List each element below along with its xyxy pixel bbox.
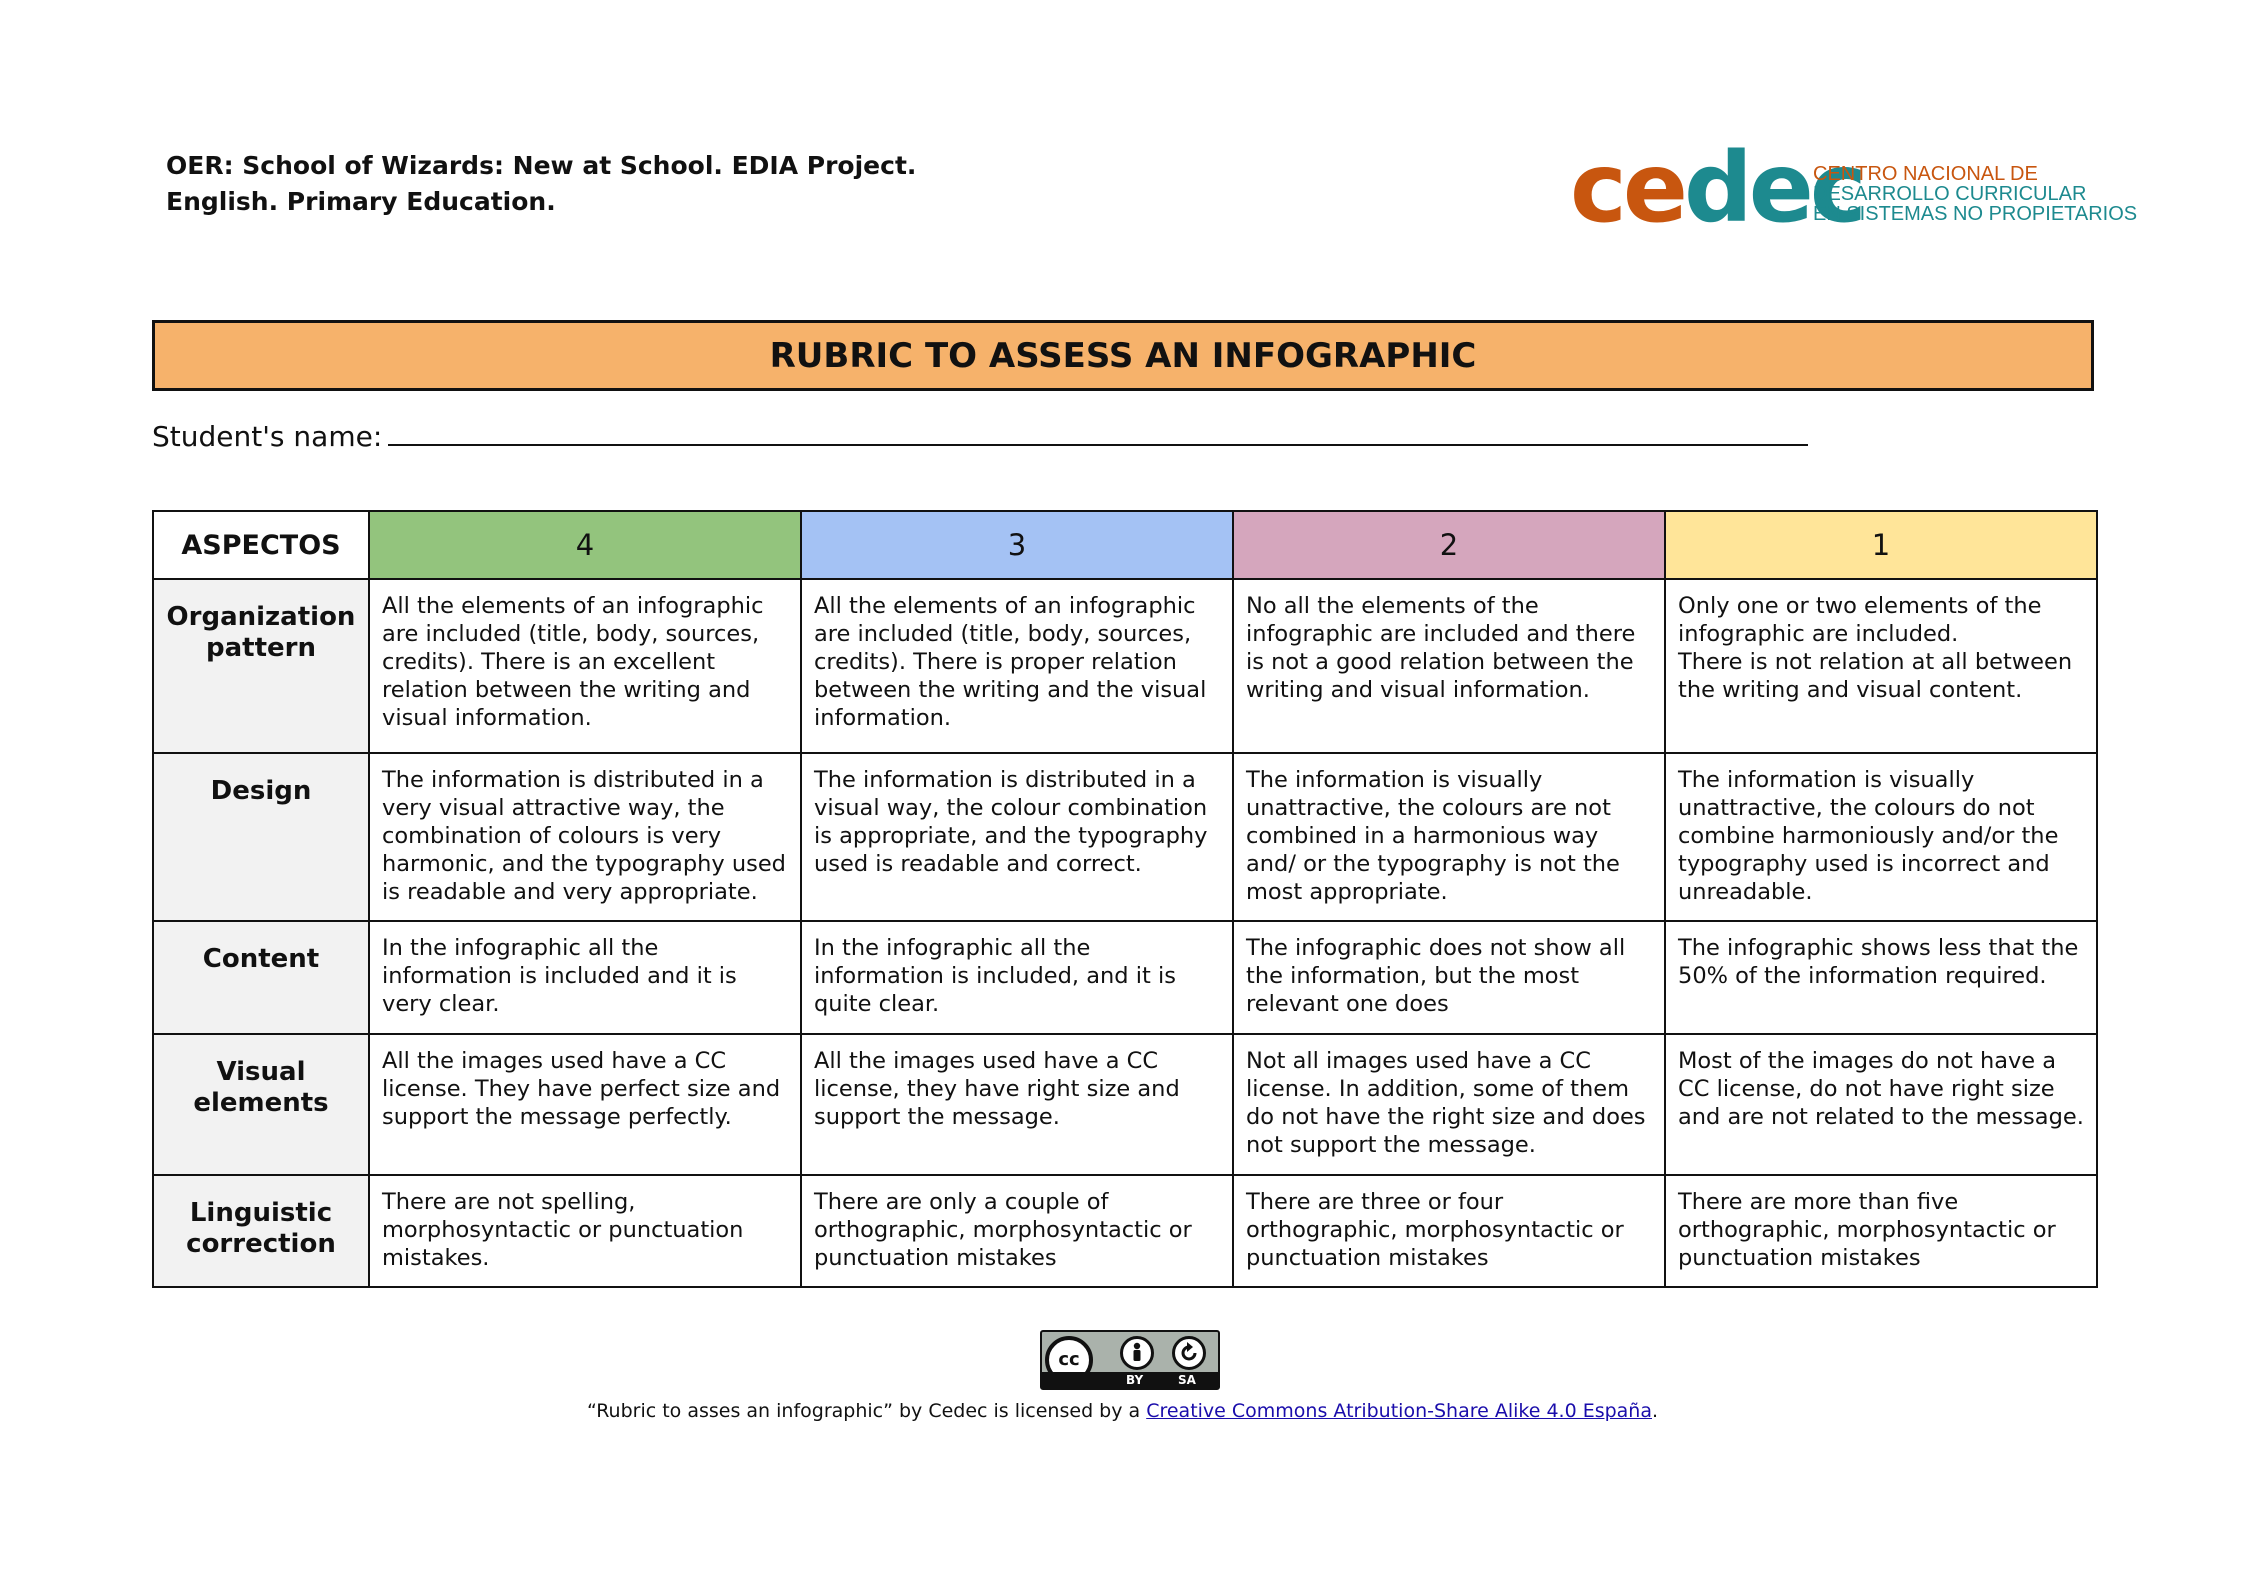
aspect-visual-elements: Visual elements: [153, 1034, 369, 1175]
cell: All the images used have a CC license. They have perfect size and support the message perfectly.: [369, 1034, 801, 1175]
aspect-design: Design: [153, 753, 369, 921]
cell: The information is distributed in a visual way, the colour combination is appropriate, and the typography used is readable and correct.: [801, 753, 1233, 921]
cell: The information is visually unattractive, the colours are not combined in a harmonious way and/ or the typography is not the most appropriate.: [1233, 753, 1665, 921]
aspect-organization-pattern: Organization pattern: [153, 579, 369, 753]
share-alike-icon: [1172, 1336, 1206, 1370]
license-text: “Rubric to asses an infographic” by Cedec is licensed by a: [586, 1400, 1147, 1422]
header-aspectos: ASPECTOS: [153, 511, 369, 579]
table-header-row: [153, 511, 2097, 579]
cell: In the infographic all the information is included, and it is quite clear.: [801, 921, 1233, 1034]
student-name-label: Student's name:: [152, 420, 383, 453]
cell: The infographic does not show all the information, but the most relevant one does: [1233, 921, 1665, 1034]
cell: There are three or four orthographic, morphosyntactic or punctuation mistakes: [1233, 1175, 1665, 1287]
table-row: [153, 753, 2097, 921]
cell: There are only a couple of orthographic, morphosyntactic or punctuation mistakes: [801, 1175, 1233, 1287]
cc-by-sa-badge[interactable]: [1040, 1330, 1220, 1390]
aspect-content: Content: [153, 921, 369, 1034]
rubric-table: [152, 510, 2098, 1288]
header-level-3: 3: [801, 511, 1233, 579]
aspect-linguistic-correction: Linguistic correction: [153, 1175, 369, 1287]
logo-word-part2: dec: [1684, 132, 1863, 244]
license-end: .: [1652, 1400, 1659, 1422]
table-row: [153, 921, 2097, 1034]
cell: Not all images used have a CC license. In addition, some of them do not have the right size and does not support the message.: [1233, 1034, 1665, 1175]
cell: All the elements of an infographic are included (title, body, sources, credits). There is proper relation between the writing and the visual information.: [801, 579, 1233, 753]
cell: There are more than five orthographic, morphosyntactic or punctuation mistakes: [1665, 1175, 2097, 1287]
badge-label-by: BY: [1126, 1373, 1144, 1387]
header-line-1: OER: School of Wizards: New at School. EDIA Project.: [166, 151, 917, 180]
cedec-logo-subtitle: [1813, 163, 2138, 225]
table-row: [153, 579, 2097, 753]
attribution-person-icon: [1120, 1336, 1154, 1370]
logo-sub-line-2: DESARROLLO CURRICULAR: [1813, 183, 2087, 205]
cell: In the infographic all the information is included and it is very clear.: [369, 921, 801, 1034]
header-level-1: 1: [1665, 511, 2097, 579]
cell: Only one or two elements of the infographic are included. There is not relation at all between the writing and visual content.: [1665, 579, 2097, 753]
logo-sub-line-3: EN SISTEMAS NO PROPIETARIOS: [1813, 203, 2138, 225]
header-level-4: 4: [369, 511, 801, 579]
license-link[interactable]: Creative Commons Atribution-Share Alike 4.0 España: [1146, 1400, 1652, 1422]
license-footer: [0, 1400, 2245, 1422]
header-line-2: English. Primary Education.: [166, 187, 556, 216]
cc-icon: cc: [1045, 1336, 1093, 1384]
cell: The infographic shows less that the 50% of the information required.: [1665, 921, 2097, 1034]
logo-word-part1: ce: [1570, 132, 1685, 244]
cell: The information is distributed in a very visual attractive way, the combination of colours is very harmonic, and the typography used is readable and very appropriate.: [369, 753, 801, 921]
table-row: [153, 1034, 2097, 1175]
header-level-2: 2: [1233, 511, 1665, 579]
rubric-title: RUBRIC TO ASSESS AN INFOGRAPHIC: [152, 320, 2094, 391]
cell: Most of the images do not have a CC license, do not have right size and are not related to the message.: [1665, 1034, 2097, 1175]
badge-label-sa: SA: [1178, 1373, 1196, 1387]
document-header: [166, 148, 916, 220]
logo-sub-line-1: CENTRO NACIONAL DE: [1813, 163, 2038, 185]
cell: All the images used have a CC license, they have right size and support the message.: [801, 1034, 1233, 1175]
table-row: [153, 1175, 2097, 1287]
cell: All the elements of an infographic are included (title, body, sources, credits). There is an excellent relation between the writing and visual information.: [369, 579, 801, 753]
cell: The information is visually unattractive, the colours do not combine harmoniously and/or the typography used is incorrect and unreadable.: [1665, 753, 2097, 921]
student-name-line[interactable]: [388, 422, 1808, 446]
student-name-field[interactable]: [152, 420, 1808, 453]
cell: No all the elements of the infographic are included and there is not a good relation between the writing and visual information.: [1233, 579, 1665, 753]
cell: There are not spelling, morphosyntactic or punctuation mistakes.: [369, 1175, 801, 1287]
